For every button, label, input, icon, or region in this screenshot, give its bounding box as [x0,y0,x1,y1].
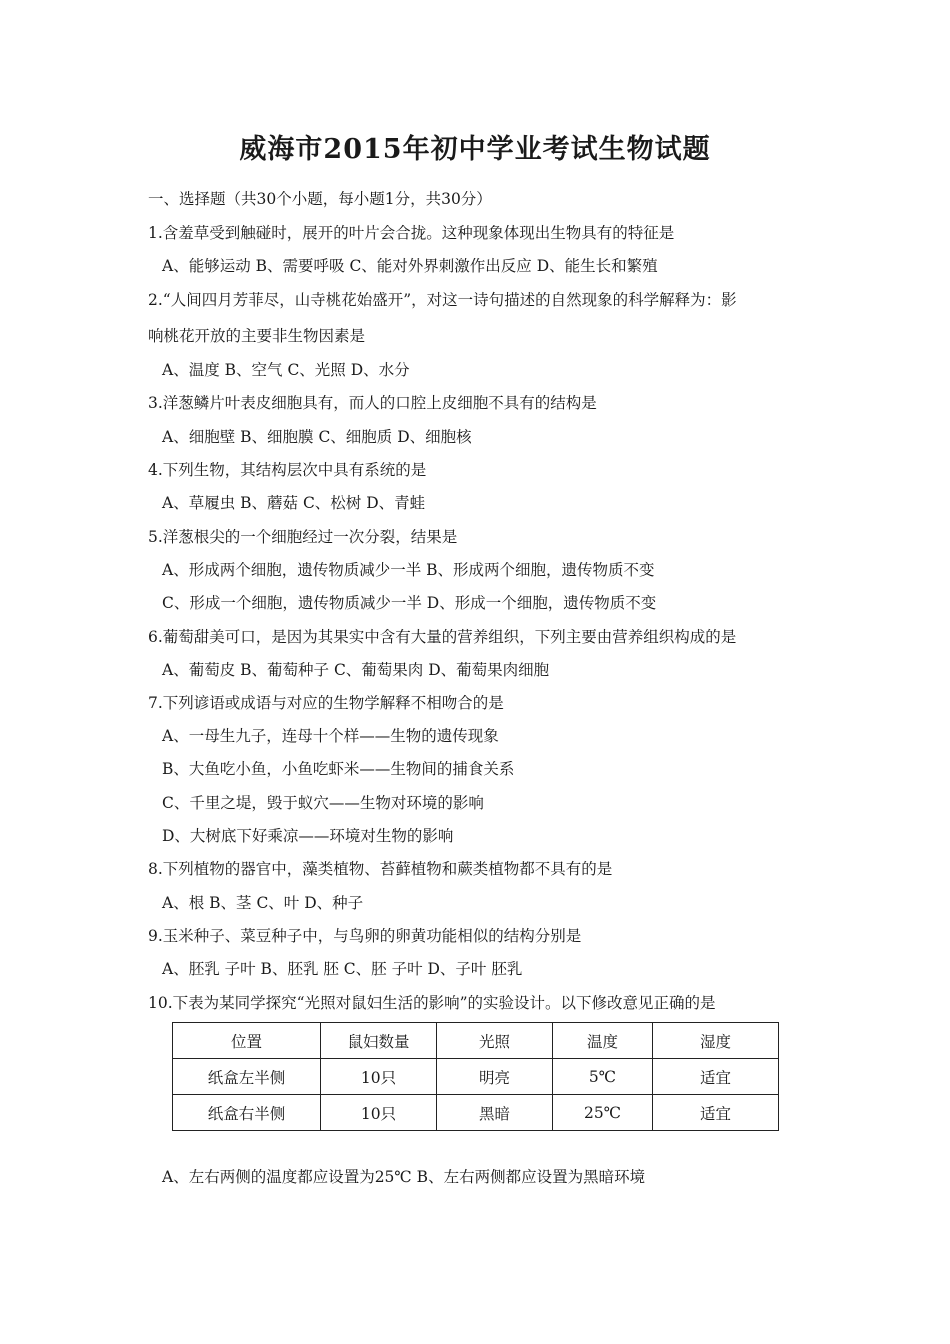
table-cell: 纸盒右半侧 [173,1095,321,1131]
question-2-stem-continued: 响桃花开放的主要非生物因素是 [148,327,366,345]
question-7-option-b: B、大鱼吃小鱼，小鱼吃虾米——生物间的捕食关系 [162,760,515,778]
table-cell: 明亮 [437,1059,553,1095]
question-7-option-d: D、大树底下好乘凉——环境对生物的影响 [162,827,454,845]
question-6-options: A、葡萄皮 B、葡萄种子 C、葡萄果肉 D、葡萄果肉细胞 [162,661,550,679]
question-5-stem: 5.洋葱根尖的一个细胞经过一次分裂，结果是 [148,528,458,546]
table-row [173,1059,779,1095]
question-3-options: A、细胞壁 B、细胞膜 C、细胞质 D、细胞核 [162,428,472,446]
table-cell: 黑暗 [437,1095,553,1131]
question-2-options: A、温度 B、空气 C、光照 D、水分 [162,361,410,379]
question-1-stem: 1.含羞草受到触碰时，展开的叶片会合拢。这种现象体现出生物具有的特征是 [148,224,675,242]
table-cell: 5℃ [553,1059,653,1095]
section-heading: 一、选择题（共30个小题，每小题1分，共30分） [148,190,492,208]
table-cell: 适宜 [653,1095,779,1131]
table-header-row [173,1023,779,1059]
question-9-options: A、胚乳 子叶 B、胚乳 胚 C、胚 子叶 D、子叶 胚乳 [162,960,523,978]
question-8-stem: 8.下列植物的器官中，藻类植物、苔藓植物和蕨类植物都不具有的是 [148,860,613,878]
question-5-options-ab: A、形成两个细胞，遗传物质减少一半 B、形成两个细胞，遗传物质不变 [162,561,655,579]
table-cell: 10只 [321,1095,437,1131]
exam-title: 威海市2015年初中学业考试生物试题 [239,134,711,165]
table-row [173,1095,779,1131]
question-4-options: A、草履虫 B、蘑菇 C、松树 D、青蛙 [162,494,426,512]
question-7-option-a: A、一母生九子，连母十个样——生物的遗传现象 [162,727,499,745]
question-8-options: A、根 B、茎 C、叶 D、种子 [162,894,364,912]
table-cell: 适宜 [653,1059,779,1095]
question-3-stem: 3.洋葱鳞片叶表皮细胞具有，而人的口腔上皮细胞不具有的结构是 [148,394,597,412]
question-7-stem: 7.下列谚语或成语与对应的生物学解释不相吻合的是 [148,694,504,712]
question-6-stem: 6.葡萄甜美可口，是因为其果实中含有大量的营养组织，下列主要由营养组织构成的是 [148,628,737,646]
question-1-options: A、能够运动 B、需要呼吸 C、能对外界刺激作出反应 D、能生长和繁殖 [162,257,658,275]
question-2-stem: 2.“人间四月芳菲尽，山寺桃花始盛开”，对这一诗句描述的自然现象的科学解释为：影 [148,291,737,309]
question-5-options-cd: C、形成一个细胞，遗传物质减少一半 D、形成一个细胞，遗传物质不变 [162,594,657,612]
question-7-option-c: C、千里之堤，毁于蚁穴——生物对环境的影响 [162,794,484,812]
question-10-stem: 10.下表为某同学探究“光照对鼠妇生活的影响”的实验设计。以下修改意见正确的是 [148,994,716,1012]
header-light: 光照 [437,1023,553,1059]
question-10-options: A、左右两侧的温度都应设置为25℃ B、左右两侧都应设置为黑暗环境 [162,1168,646,1186]
table-cell: 10只 [321,1059,437,1095]
header-position: 位置 [173,1023,321,1059]
header-humidity: 湿度 [653,1023,779,1059]
question-9-stem: 9.玉米种子、菜豆种子中，与鸟卵的卵黄功能相似的结构分别是 [148,927,582,945]
experiment-table [172,1022,779,1131]
header-temperature: 温度 [553,1023,653,1059]
table-cell: 25℃ [553,1095,653,1131]
header-count: 鼠妇数量 [321,1023,437,1059]
table-cell: 纸盒左半侧 [173,1059,321,1095]
question-4-stem: 4.下列生物，其结构层次中具有系统的是 [148,461,427,479]
